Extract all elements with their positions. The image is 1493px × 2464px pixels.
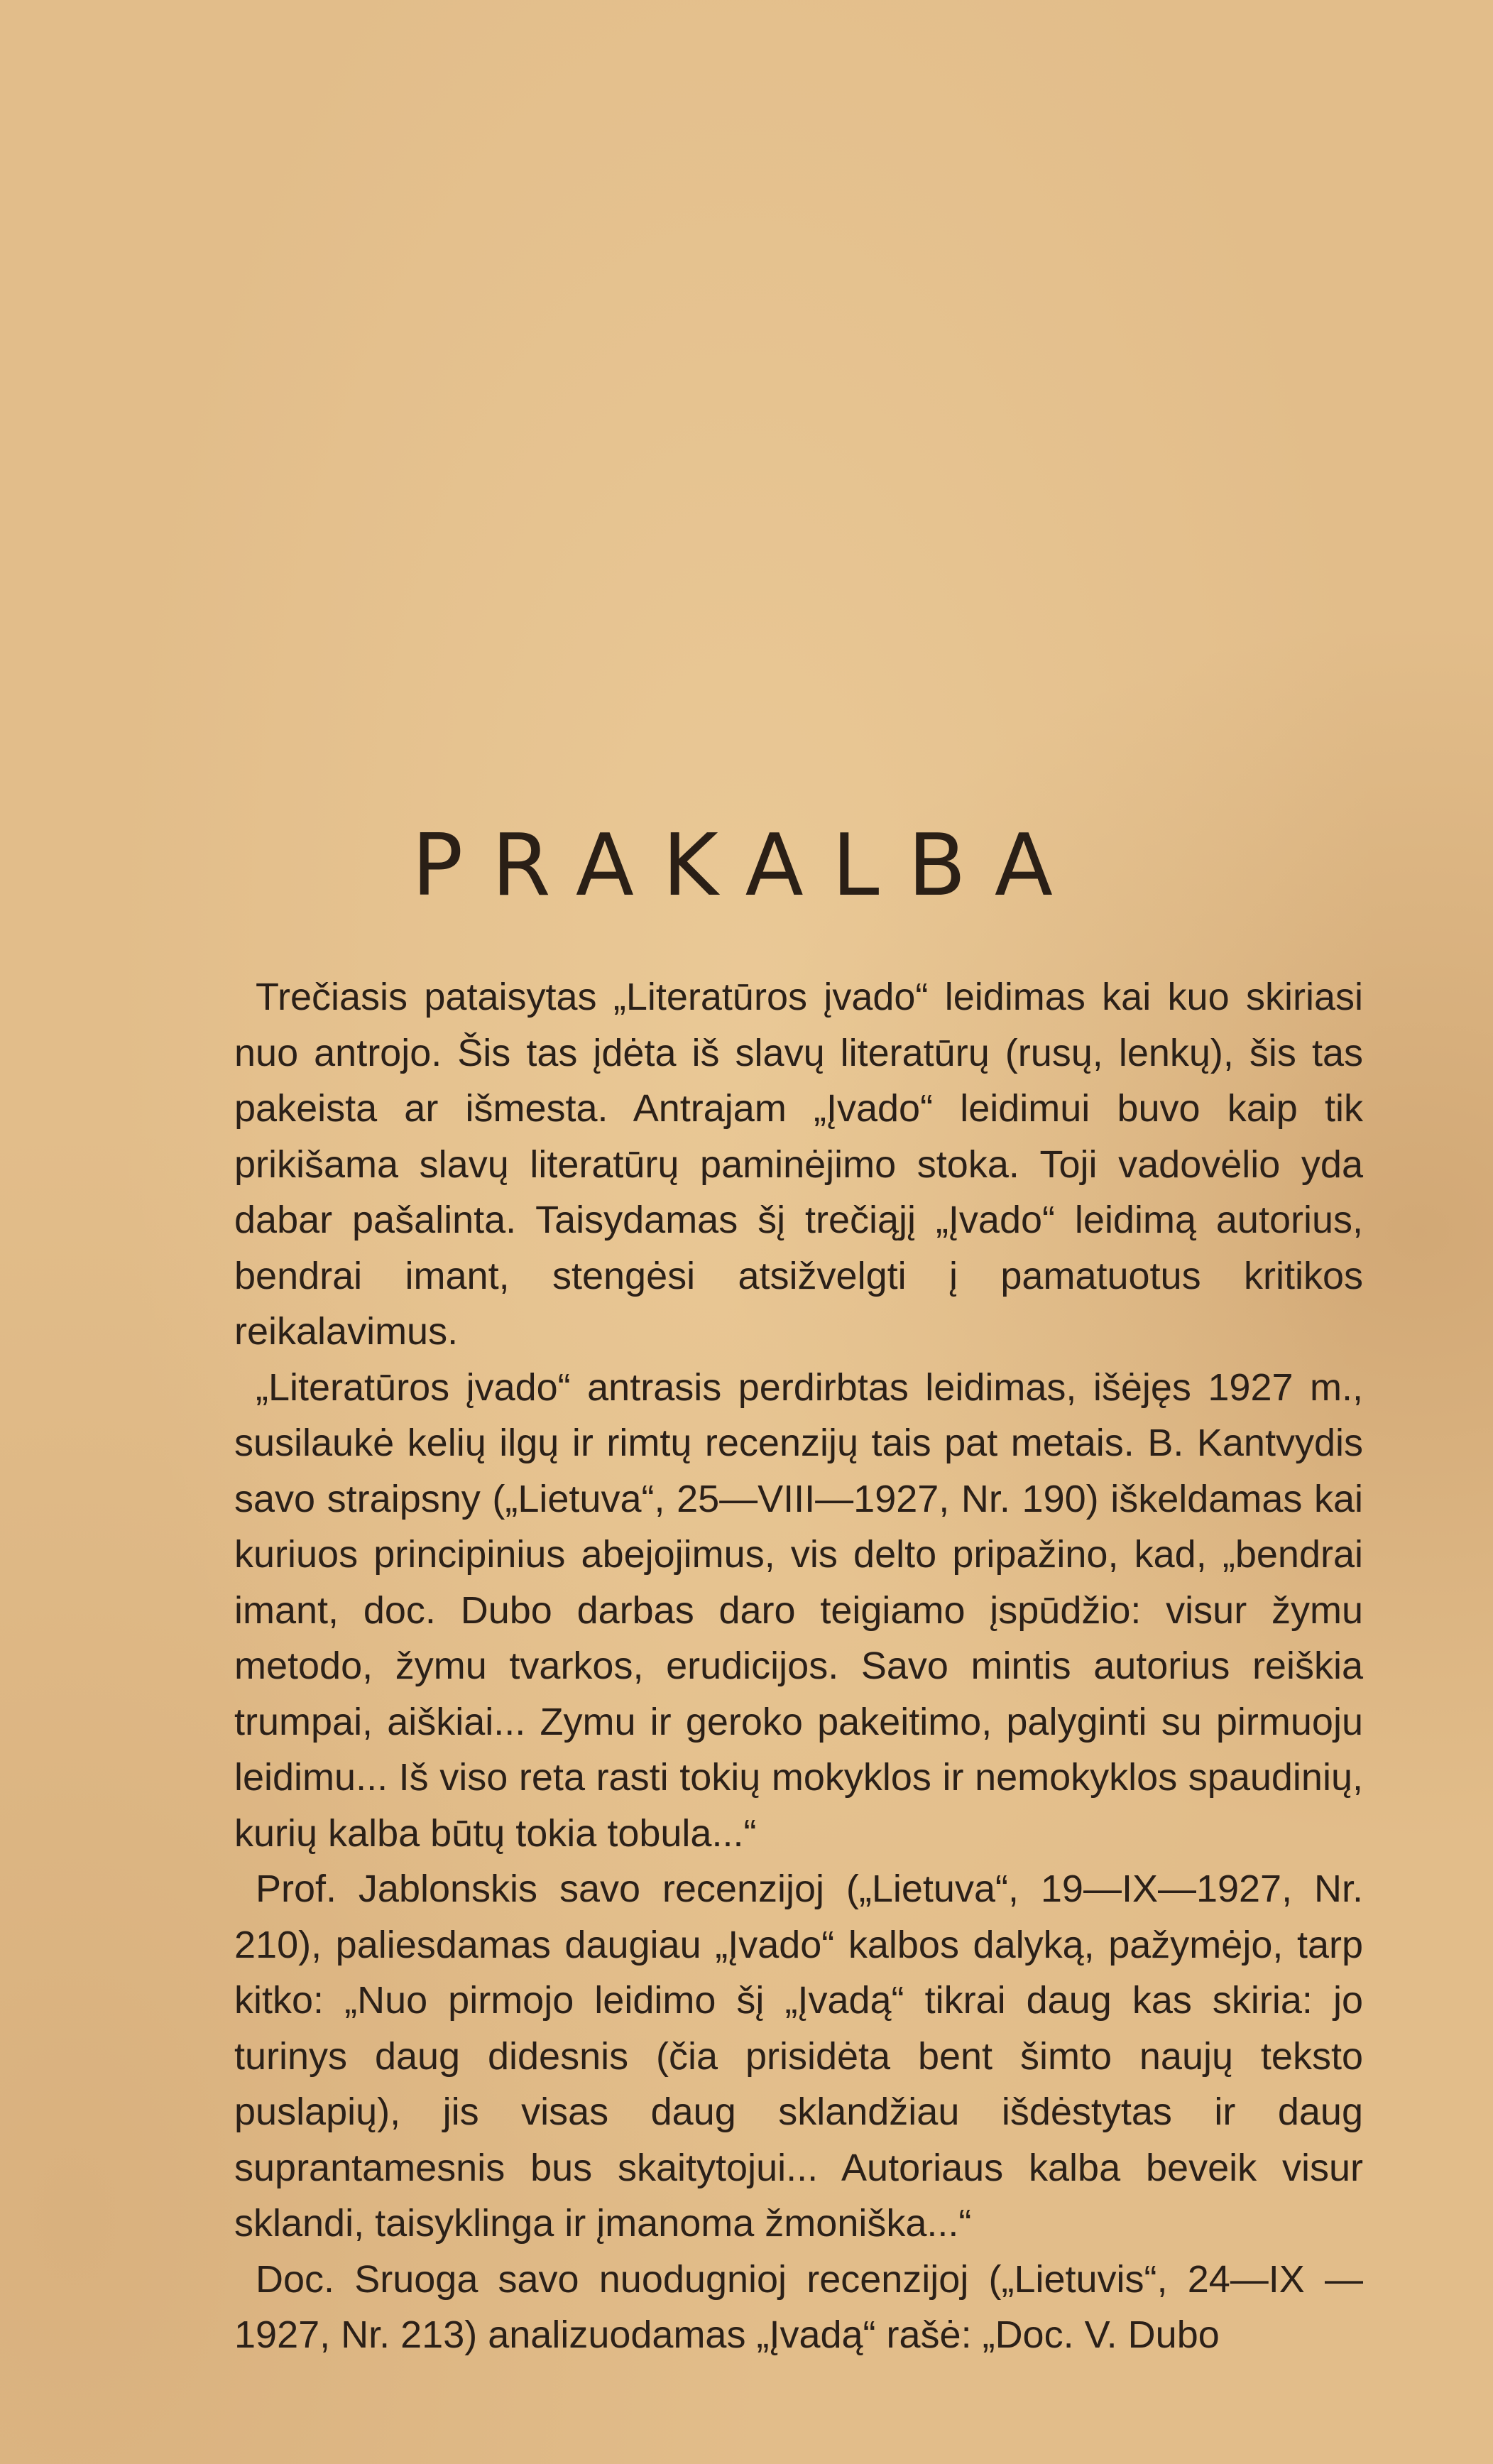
paragraph-4: Doc. Sruoga savo nuodugnioj recenzijoj („Lietuvis“, 24—IX —1927, Nr. 213) analizuodamas „Įvadą“ rašė: „Doc. V. Dubo [234,2257,1363,2356]
page-title: PRAKALBA [412,817,1081,915]
paragraph-3: Prof. Jablonskis savo recenzijoj („Lietuva“, 19—IX—1927, Nr. 210), paliesdamas daugiau „Įvado“ kalbos dalyką, pažymėjo, tarp kitko: „Nuo pirmojo leidimo šį „Įvadą“ tikrai daug kas skiria: jo turinys daug didesnis (čia prisidėta bent šimto naujų teksto puslapių), jis visas daug sklandžiau išdėstytas ir daug suprantamesnis bus skaitytojui... Autoriaus kalba beveik visur sklandi, taisyklinga ir įmanoma žmoniška...“ [234,1868,1363,2245]
paragraph-1: Trečiasis pataisytas „Literatūros įvado“ leidimas kai kuo skiriasi nuo antrojo. Šis tas įdėta iš slavų literatūrų (rusų, lenkų), šis tas pakeista ar išmesta. Antrajam „Įvado“ leidimui buvo kaip tik prikišama slavų literatūrų paminėjimo stoka. Toji vadovėlio yda dabar pašalinta. Taisydamas šį trečiąjį „Įvado“ leidimą autorius, bendrai imant, stengėsi atsižvelgti į pamatuotus kritikos reikalavimus. [234,976,1363,1353]
body-text [234,969,1363,2363]
paragraph-2: „Literatūros įvado“ antrasis perdirbtas leidimas, išėjęs 1927 m., susilaukė kelių ilgų ir rimtų recenzijų tais pat metais. B. Kantvydis savo straipsny („Lietuva“, 25—VIII—1927, Nr. 190) iškeldamas kai kuriuos principinius abejojimus, vis delto pripažino, kad, „bendrai imant, doc. Dubo darbas daro teigiamo įspūdžio: visur žymu metodo, žymu tvarkos, erudicijos. Savo mintis autorius reiškia trumpai, aiškiai... Zymu ir geroko pakeitimo, palyginti su pirmuoju leidimu... Iš viso reta rasti tokių mokyklos ir nemokyklos spaudinių, kurių kalba būtų tokia tobula...“ [234,1365,1363,1855]
